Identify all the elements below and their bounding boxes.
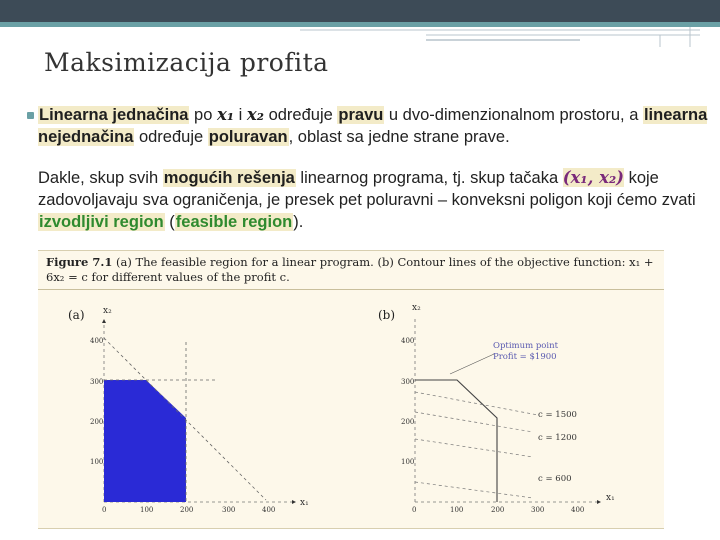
text: određuje: [134, 128, 208, 146]
var-x1: x₁: [217, 105, 235, 124]
panel-a-y-axis-label: x₂: [103, 306, 112, 316]
panel-b-x-axis-label: x₁: [606, 493, 615, 503]
panel-b-contour-1200: [415, 439, 533, 457]
slide-title: Maksimizacija profita: [44, 48, 329, 77]
panel-a: [68, 306, 309, 514]
text: ).: [293, 213, 304, 231]
panel-a-feasible-region: [104, 380, 186, 502]
panel-b-x-tick: 400: [571, 506, 585, 514]
panel-b-x-arrow: [597, 500, 601, 504]
panel-b-annotation-pointer: [450, 354, 494, 374]
panel-a-y-tick: 200: [90, 418, 104, 426]
panel-b-annotation-profit: Profit = $1900: [493, 352, 557, 362]
panel-b-x-tick: 300: [531, 506, 545, 514]
text: i: [234, 106, 247, 124]
text: , oblast sa jedne strane prave.: [288, 128, 510, 146]
term-linear-inequality: linearna nejednačina: [38, 106, 708, 146]
figure-caption: [46, 255, 658, 285]
paragraph-feasible-region: [38, 167, 708, 233]
caption-label: Figure 7.1: [46, 255, 113, 269]
term-half-plane: poluravan: [208, 128, 288, 146]
panel-a-x-axis-label: x₁: [300, 498, 309, 508]
panel-b: [378, 303, 615, 514]
text: (: [164, 213, 175, 231]
panel-b-y-axis-label: x₂: [412, 303, 421, 313]
panel-b-annotation-title: Optimum point: [493, 341, 559, 351]
term-feasible-region: feasible region: [175, 213, 293, 231]
panel-a-label: (a): [68, 308, 85, 322]
point-x1-x2: (x₁, x₂): [562, 168, 624, 187]
text: koje zadovoljavaju sva ograničenja, je presek pet poluravni – konveksni poligon koji ćemo zvati: [38, 169, 696, 209]
panel-a-x-tick: 0: [102, 506, 107, 514]
panel-b-contour-label: c = 600: [538, 474, 572, 484]
var-x2: x₂: [246, 105, 264, 124]
panel-b-y-tick: 300: [401, 378, 415, 386]
term-line: pravu: [338, 106, 384, 124]
panel-b-contour-label: c = 1200: [538, 433, 577, 443]
paragraph-linear-equation: [38, 104, 708, 148]
panel-a-x-tick: 200: [180, 506, 194, 514]
text: Dakle, skup svih: [38, 169, 163, 187]
panel-b-y-tick: 200: [401, 418, 415, 426]
panel-a-y-arrow: [102, 319, 106, 323]
text: po: [189, 106, 217, 124]
panel-a-y-tick: 400: [90, 337, 104, 345]
panel-b-contour-1500: [415, 412, 533, 432]
slide-top-bar: [0, 0, 720, 22]
panel-a-x-tick: 100: [140, 506, 154, 514]
text: u dvo-dimenzionalnom prostoru, a: [384, 106, 643, 124]
panel-b-contour-label: c = 1500: [538, 410, 577, 420]
panel-b-contour-optimum: [415, 392, 538, 415]
panel-a-x-tick: 400: [262, 506, 276, 514]
panel-b-y-tick: 100: [401, 458, 415, 466]
panel-b-contour-600: [415, 482, 533, 498]
term-possible-solutions: mogućih rešenja: [163, 169, 295, 187]
panel-b-x-tick: 100: [450, 506, 464, 514]
text: određuje: [264, 106, 338, 124]
bullet-icon: [27, 112, 34, 119]
panel-b-x-tick: 0: [412, 506, 417, 514]
panel-a-x-tick: 300: [222, 506, 236, 514]
panel-a-y-tick: 100: [90, 458, 104, 466]
figure-plots: [38, 290, 664, 528]
panel-b-label: (b): [378, 308, 396, 322]
panel-b-x-tick: 200: [491, 506, 505, 514]
panel-b-y-tick: 400: [401, 337, 415, 345]
panel-a-x-arrow: [292, 500, 296, 504]
decorative-lines: [0, 27, 720, 49]
caption-text: (a) The feasible region for a linear program. (b) Contour lines of the objective function: x₁ + 6x₂ = c for different values of the profit c.: [46, 255, 654, 284]
term-izvodljivi-region: izvodljivi region: [39, 213, 164, 231]
panel-a-y-tick: 300: [90, 378, 104, 386]
text: linearnog programa, tj. skup tačaka: [295, 169, 563, 187]
figure-7-1: [38, 250, 664, 529]
term-linear-equation: Linearna jednačina: [39, 106, 189, 124]
